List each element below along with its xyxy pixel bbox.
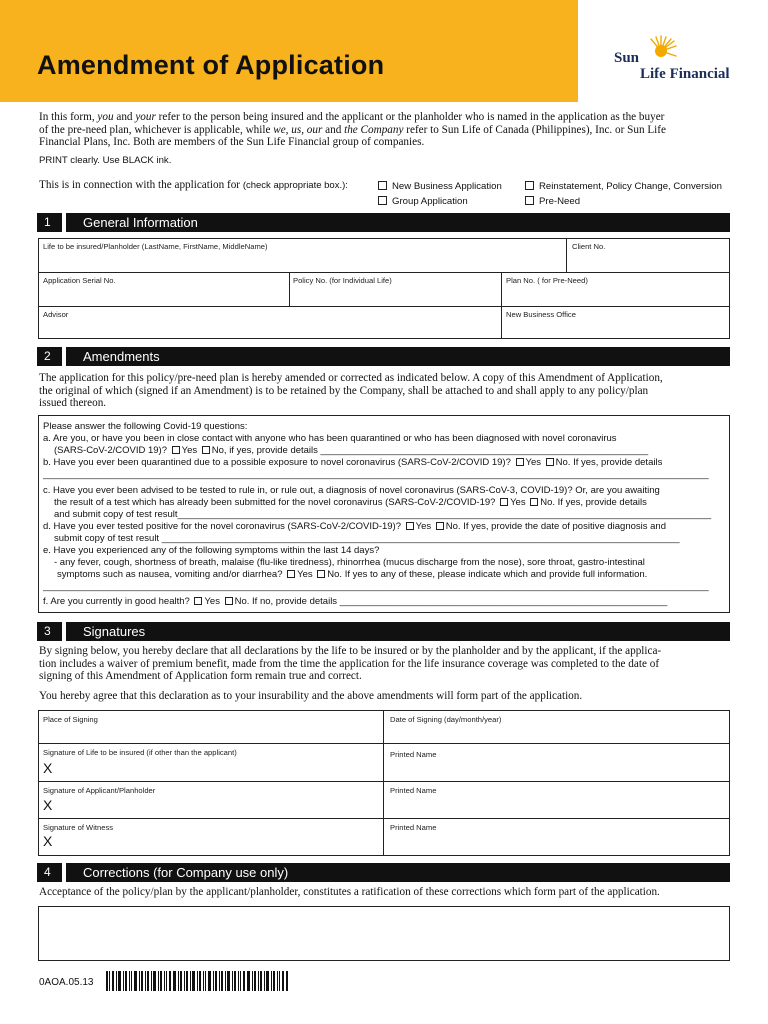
signature-applicant-field[interactable]: Signature of Applicant/Planholder xyxy=(43,786,156,795)
question-c-line[interactable]: and submit copy of test result_____________________________________________________________________________________________________ xyxy=(54,509,712,520)
signature-x-mark: X xyxy=(43,760,53,776)
plan-no-field[interactable]: Plan No. ( for Pre-Need) xyxy=(506,276,588,285)
printed-name-3-field[interactable]: Printed Name xyxy=(390,823,437,832)
checkbox[interactable] xyxy=(525,196,534,205)
question-e-answer: symptoms such as nausea, vomiting and/or diarrhea? Yes No. If yes to any of these, please indicate which and provide full information. xyxy=(57,569,648,580)
checkbox-a-yes[interactable] xyxy=(172,446,180,454)
section-2-title: Amendments xyxy=(83,349,160,364)
question-d-line[interactable]: submit copy of test result __________________________________________________________________________________________________ xyxy=(54,533,680,544)
signature-x-mark: X xyxy=(43,797,53,813)
checkbox-d-yes[interactable] xyxy=(406,522,414,530)
print-note: PRINT clearly. Use BLACK ink. xyxy=(39,155,172,166)
checkbox-d-no[interactable] xyxy=(436,522,444,530)
checkbox[interactable] xyxy=(378,181,387,190)
checkbox-f-no[interactable] xyxy=(225,597,233,605)
covid-intro: Please answer the following Covid-19 questions: xyxy=(43,421,248,432)
general-info-table xyxy=(38,238,730,339)
intro-paragraph: In this form, you and your refer to the person being insured and the applicant or the planholder who is named in the application as the buyer of the pre-need plan, whichever is applicable, while we, us, our and the Company refer to Sun Life of Canada (Philippines), Inc. or Sun Life Financial Plans, Inc. Both are members of the Sun Life Financial group of companies. xyxy=(39,111,666,149)
section-2-header: 2 Amendments xyxy=(37,347,730,366)
option-pre-need[interactable]: Pre-Need xyxy=(525,196,580,207)
question-a: a. Are you, or have you been in close contact with anyone who has been quarantined or who has been diagnosed with novel coronavirus xyxy=(43,433,617,444)
question-c: c. Have you ever been advised to be tested to rule in, or rule out, a diagnosis of novel coronavirus (SARS-CoV-3, COVID-19)? Or, are you awaiting xyxy=(43,485,660,496)
corrections-text: Acceptance of the policy/plan by the applicant/planholder, constitutes a ratification of these corrections which form part of the application. xyxy=(39,886,660,898)
nb-office-field[interactable]: New Business Office xyxy=(506,310,576,319)
checkbox-b-no[interactable] xyxy=(546,458,554,466)
signature-x-mark: X xyxy=(43,833,53,849)
sun-icon xyxy=(644,34,678,68)
agreement-text: You hereby agree that this declaration as to your insurability and the above amendments will form part of the application. xyxy=(39,690,583,702)
section-1-header: 1 General Information xyxy=(37,213,730,232)
checkbox-a-no[interactable] xyxy=(202,446,210,454)
option-new-business[interactable]: New Business Application xyxy=(378,181,502,192)
section-4-title: Corrections (for Company use only) xyxy=(83,865,289,880)
signature-life-insured-field[interactable]: Signature of Life to be insured (if other than the applicant) xyxy=(43,748,237,757)
signature-witness-field[interactable]: Signature of Witness xyxy=(43,823,114,832)
form-code: 0AOA.05.13 xyxy=(39,977,94,988)
checkbox-e-yes[interactable] xyxy=(287,570,295,578)
option-reinstatement[interactable]: Reinstatement, Policy Change, Conversion xyxy=(525,181,722,192)
life-insured-field[interactable]: Life to be insured/Planholder (LastName, FirstName, MiddleName) xyxy=(43,242,268,251)
advisor-field[interactable]: Advisor xyxy=(43,310,69,319)
section-4-header: 4 Corrections (for Company use only) xyxy=(37,863,730,882)
signatures-text: By signing below, you hereby declare that all declarations by the life to be insured or by the planholder and by the applicant, if the applica- tion includes a waiver of premium benefit, made from the time the application for the life insurance coverage was completed to the date of signing of this Amendment of Application form remain true and correct. xyxy=(39,645,662,683)
question-c-answer: the result of a test which has already been submitted for the novel coronavirus (SARS-CoV-2/COVID-19? Yes No. If yes, provide details xyxy=(54,497,647,508)
client-no-field[interactable]: Client No. xyxy=(572,242,606,251)
section-1-title: General Information xyxy=(83,215,198,230)
page-title: Amendment of Application xyxy=(37,50,385,80)
covid-questions-box xyxy=(38,415,730,613)
logo-text-sun: Sun xyxy=(614,50,640,66)
question-b-line[interactable]: ______________________________________________________________________________________________________________________________ xyxy=(43,469,709,480)
checkbox-c-no[interactable] xyxy=(530,498,538,506)
signatures-table xyxy=(38,710,730,856)
printed-name-2-field[interactable]: Printed Name xyxy=(390,786,437,795)
barcode-icon xyxy=(106,971,288,991)
date-of-signing-field[interactable]: Date of Signing (day/month/year) xyxy=(390,715,502,724)
checkbox-c-yes[interactable] xyxy=(500,498,508,506)
option-group-application[interactable]: Group Application xyxy=(378,196,468,207)
sun-life-logo xyxy=(610,34,740,90)
question-e-symptoms: - any fever, cough, shortness of breath, malaise (flu-like tiredness), rhinorrhea (mucus discharge from the nose), sore throat, gastro-intestinal xyxy=(54,557,645,568)
policy-no-field[interactable]: Policy No. (for Individual Life) xyxy=(293,276,392,285)
question-e: e. Have you experienced any of the following symptoms within the last 14 days? xyxy=(43,545,380,556)
checkbox-b-yes[interactable] xyxy=(516,458,524,466)
section-3-header: 3 Signatures xyxy=(37,622,730,641)
app-serial-field[interactable]: Application Serial No. xyxy=(43,276,116,285)
question-b: b. Have you ever been quarantined due to a possible exposure to novel coronavirus (SARS-CoV-2/COVID 19)? Yes No. If yes, provide details xyxy=(43,457,663,468)
logo-text-life-financial: Life Financial xyxy=(640,66,730,82)
corrections-box[interactable] xyxy=(38,906,730,961)
printed-name-1-field[interactable]: Printed Name xyxy=(390,750,437,759)
connection-text: This is in connection with the application for (check appropriate box.): xyxy=(39,179,348,191)
question-f: f. Are you currently in good health? Yes No. If no, provide details ______________________________________________________________ xyxy=(43,596,668,607)
question-d: d. Have you ever tested positive for the novel coronavirus (SARS-CoV-2/COVID-19)? Yes No. If yes, provide the date of positive diagnosis and xyxy=(43,521,666,532)
amendments-text: The application for this policy/pre-need plan is hereby amended or corrected as indicated below. A copy of this Amendment of Application, the original of which (signed if an Amendment) is to be retained by the Company, shall be attached to and shall apply to any policy/plan issued thereon. xyxy=(39,372,663,410)
question-a-answer: (SARS-CoV-2/COVID 19)? Yes No, if yes, provide details ______________________________________________________________ xyxy=(54,445,649,456)
header-banner xyxy=(0,0,578,102)
section-3-title: Signatures xyxy=(83,624,146,639)
checkbox-f-yes[interactable] xyxy=(194,597,202,605)
place-of-signing-field[interactable]: Place of Signing xyxy=(43,715,98,724)
checkbox[interactable] xyxy=(378,196,387,205)
checkbox[interactable] xyxy=(525,181,534,190)
question-e-line[interactable]: ______________________________________________________________________________________________________________________________ xyxy=(43,581,709,592)
checkbox-e-no[interactable] xyxy=(317,570,325,578)
